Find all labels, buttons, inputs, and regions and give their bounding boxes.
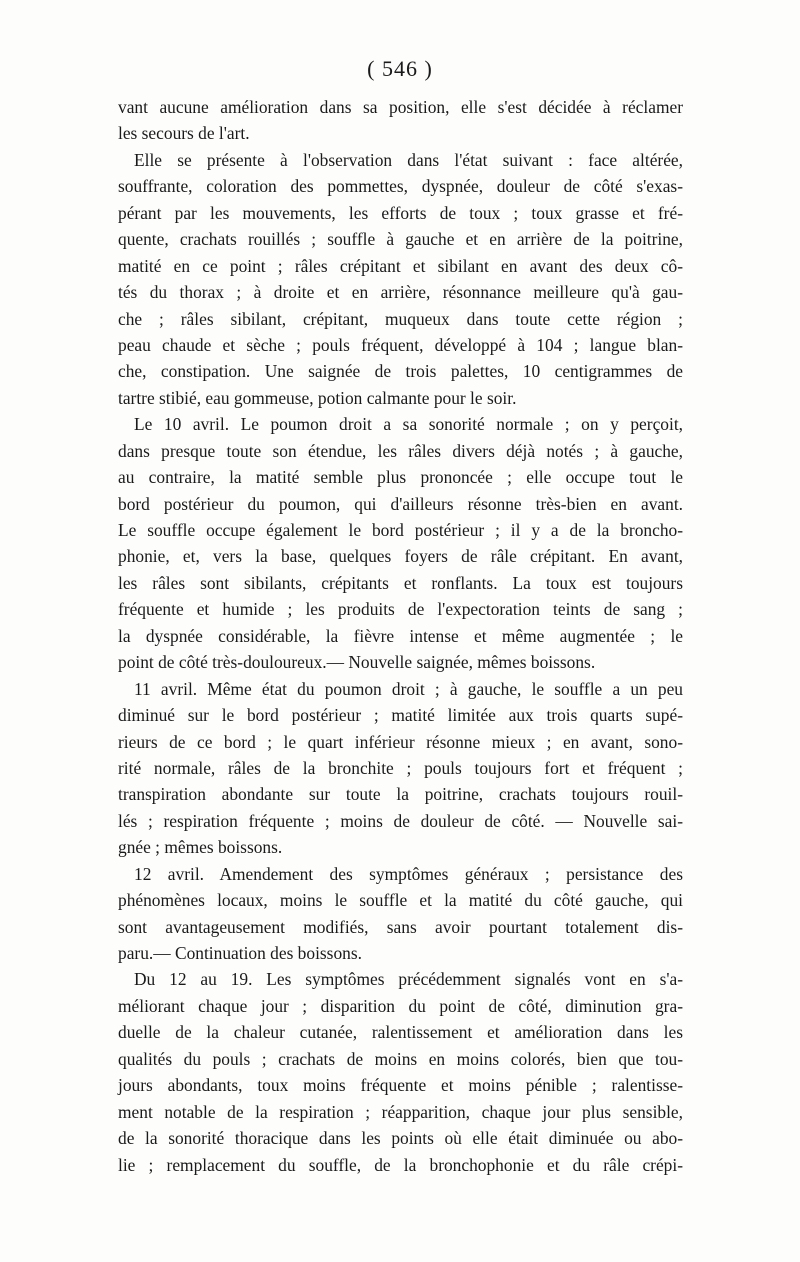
text-line: dans presque toute son étendue, les râles divers déjà notés ; à gauche, (118, 440, 683, 461)
text-line: souffrante, coloration des pommettes, dyspnée, douleur de côté s'exas- (118, 176, 683, 197)
page-number: ( 546 ) (367, 56, 433, 81)
text-line: quente, crachats rouillés ; souffle à gauche et en arrière de la poitrine, (118, 229, 683, 250)
text-line: matité en ce point ; râles crépitant et sibilant en avant des deux cô- (118, 255, 683, 276)
text-line: les secours de l'art. (118, 123, 250, 144)
text-line: phénomènes locaux, moins le souffle et la matité du côté gauche, qui (118, 890, 683, 911)
text-line: Elle se présente à l'observation dans l'état suivant : face altérée, (134, 149, 683, 170)
text-line: la dyspnée considérable, la fièvre intense et même augmentée ; le (118, 625, 683, 646)
text-line: fréquente et humide ; les produits de l'expectoration teints de sang ; (118, 599, 683, 620)
paragraph (118, 676, 683, 861)
text-line: bord postérieur du poumon, qui d'ailleurs résonne très-bien en avant. (118, 493, 683, 514)
paragraph (118, 411, 683, 675)
text-line: de la sonorité thoracique dans les points où elle était diminuée ou abo- (118, 1128, 683, 1149)
paragraph (118, 147, 683, 411)
text-line: au contraire, la matité semble plus prononcée ; elle occupe tout le (118, 467, 683, 488)
text-line: ment notable de la respiration ; réapparition, chaque jour plus sensible, (118, 1101, 683, 1122)
text-line: rité normale, râles de la bronchite ; pouls toujours fort et fréquent ; (118, 757, 683, 778)
text-line: phonie, et, vers la base, quelques foyers de râle crépitant. En avant, (118, 546, 683, 567)
text-line: 12 avril. Amendement des symptômes généraux ; persistance des (134, 863, 683, 884)
text-line: tés du thorax ; à droite et en arrière, résonnance meilleure qu'à gau- (118, 282, 683, 303)
text-line: transpiration abondante sur toute la poitrine, crachats toujours rouil- (118, 784, 683, 805)
text-line: lie ; remplacement du souffle, de la bronchophonie et du râle crépi- (118, 1154, 683, 1175)
body-text (118, 94, 683, 1178)
text-line: qualités du pouls ; crachats de moins en moins colorés, bien que tou- (118, 1048, 683, 1069)
text-line: duelle de la chaleur cutanée, ralentissement et amélioration dans les (118, 1022, 683, 1043)
text-line: che ; râles sibilant, crépitant, muqueux dans toute cette région ; (118, 308, 683, 329)
text-line: rieurs de ce bord ; le quart inférieur résonne mieux ; en avant, sono- (118, 731, 683, 752)
text-line: vant aucune amélioration dans sa position, elle s'est décidée à réclamer (118, 97, 683, 117)
text-line: Du 12 au 19. Les symptômes précédemment signalés vont en s'a- (134, 969, 683, 990)
text-line: Le 10 avril. Le poumon droit a sa sonorité normale ; on y perçoit, (134, 414, 683, 435)
text-line: 11 avril. Même état du poumon droit ; à gauche, le souffle a un peu (134, 678, 683, 699)
text-line: lés ; respiration fréquente ; moins de douleur de côté. — Nouvelle sai- (118, 810, 683, 831)
text-line: tartre stibié, eau gommeuse, potion calmante pour le soir. (118, 387, 517, 408)
text-line: jours abondants, toux moins fréquente et moins pénible ; ralentisse- (118, 1075, 683, 1096)
text-line: Le souffle occupe également le bord postérieur ; il y a de la broncho- (118, 520, 683, 540)
text-line: che, constipation. Une saignée de trois palettes, 10 centigrammes de (118, 361, 683, 382)
text-line: point de côté très-douloureux.— Nouvelle saignée, mêmes boissons. (118, 652, 596, 673)
text-line: diminué sur le bord postérieur ; matité limitée aux trois quarts supé- (118, 705, 683, 726)
text-line: sont avantageusement modifiés, sans avoir pourtant totalement dis- (118, 916, 683, 937)
text-line: méliorant chaque jour ; disparition du point de côté, diminution gra- (118, 995, 683, 1016)
paragraph (118, 94, 683, 147)
text-line: pérant par les mouvements, les efforts de toux ; toux grasse et fré- (118, 202, 683, 223)
paragraph (118, 966, 683, 1178)
text-line: peau chaude et sèche ; pouls fréquent, développé à 104 ; langue blan- (118, 334, 683, 355)
text-line: gnée ; mêmes boissons. (118, 837, 283, 858)
text-line: les râles sont sibilants, crépitants et ronflants. La toux est toujours (118, 572, 683, 593)
paragraph (118, 861, 683, 967)
text-line: paru.— Continuation des boissons. (118, 943, 362, 963)
